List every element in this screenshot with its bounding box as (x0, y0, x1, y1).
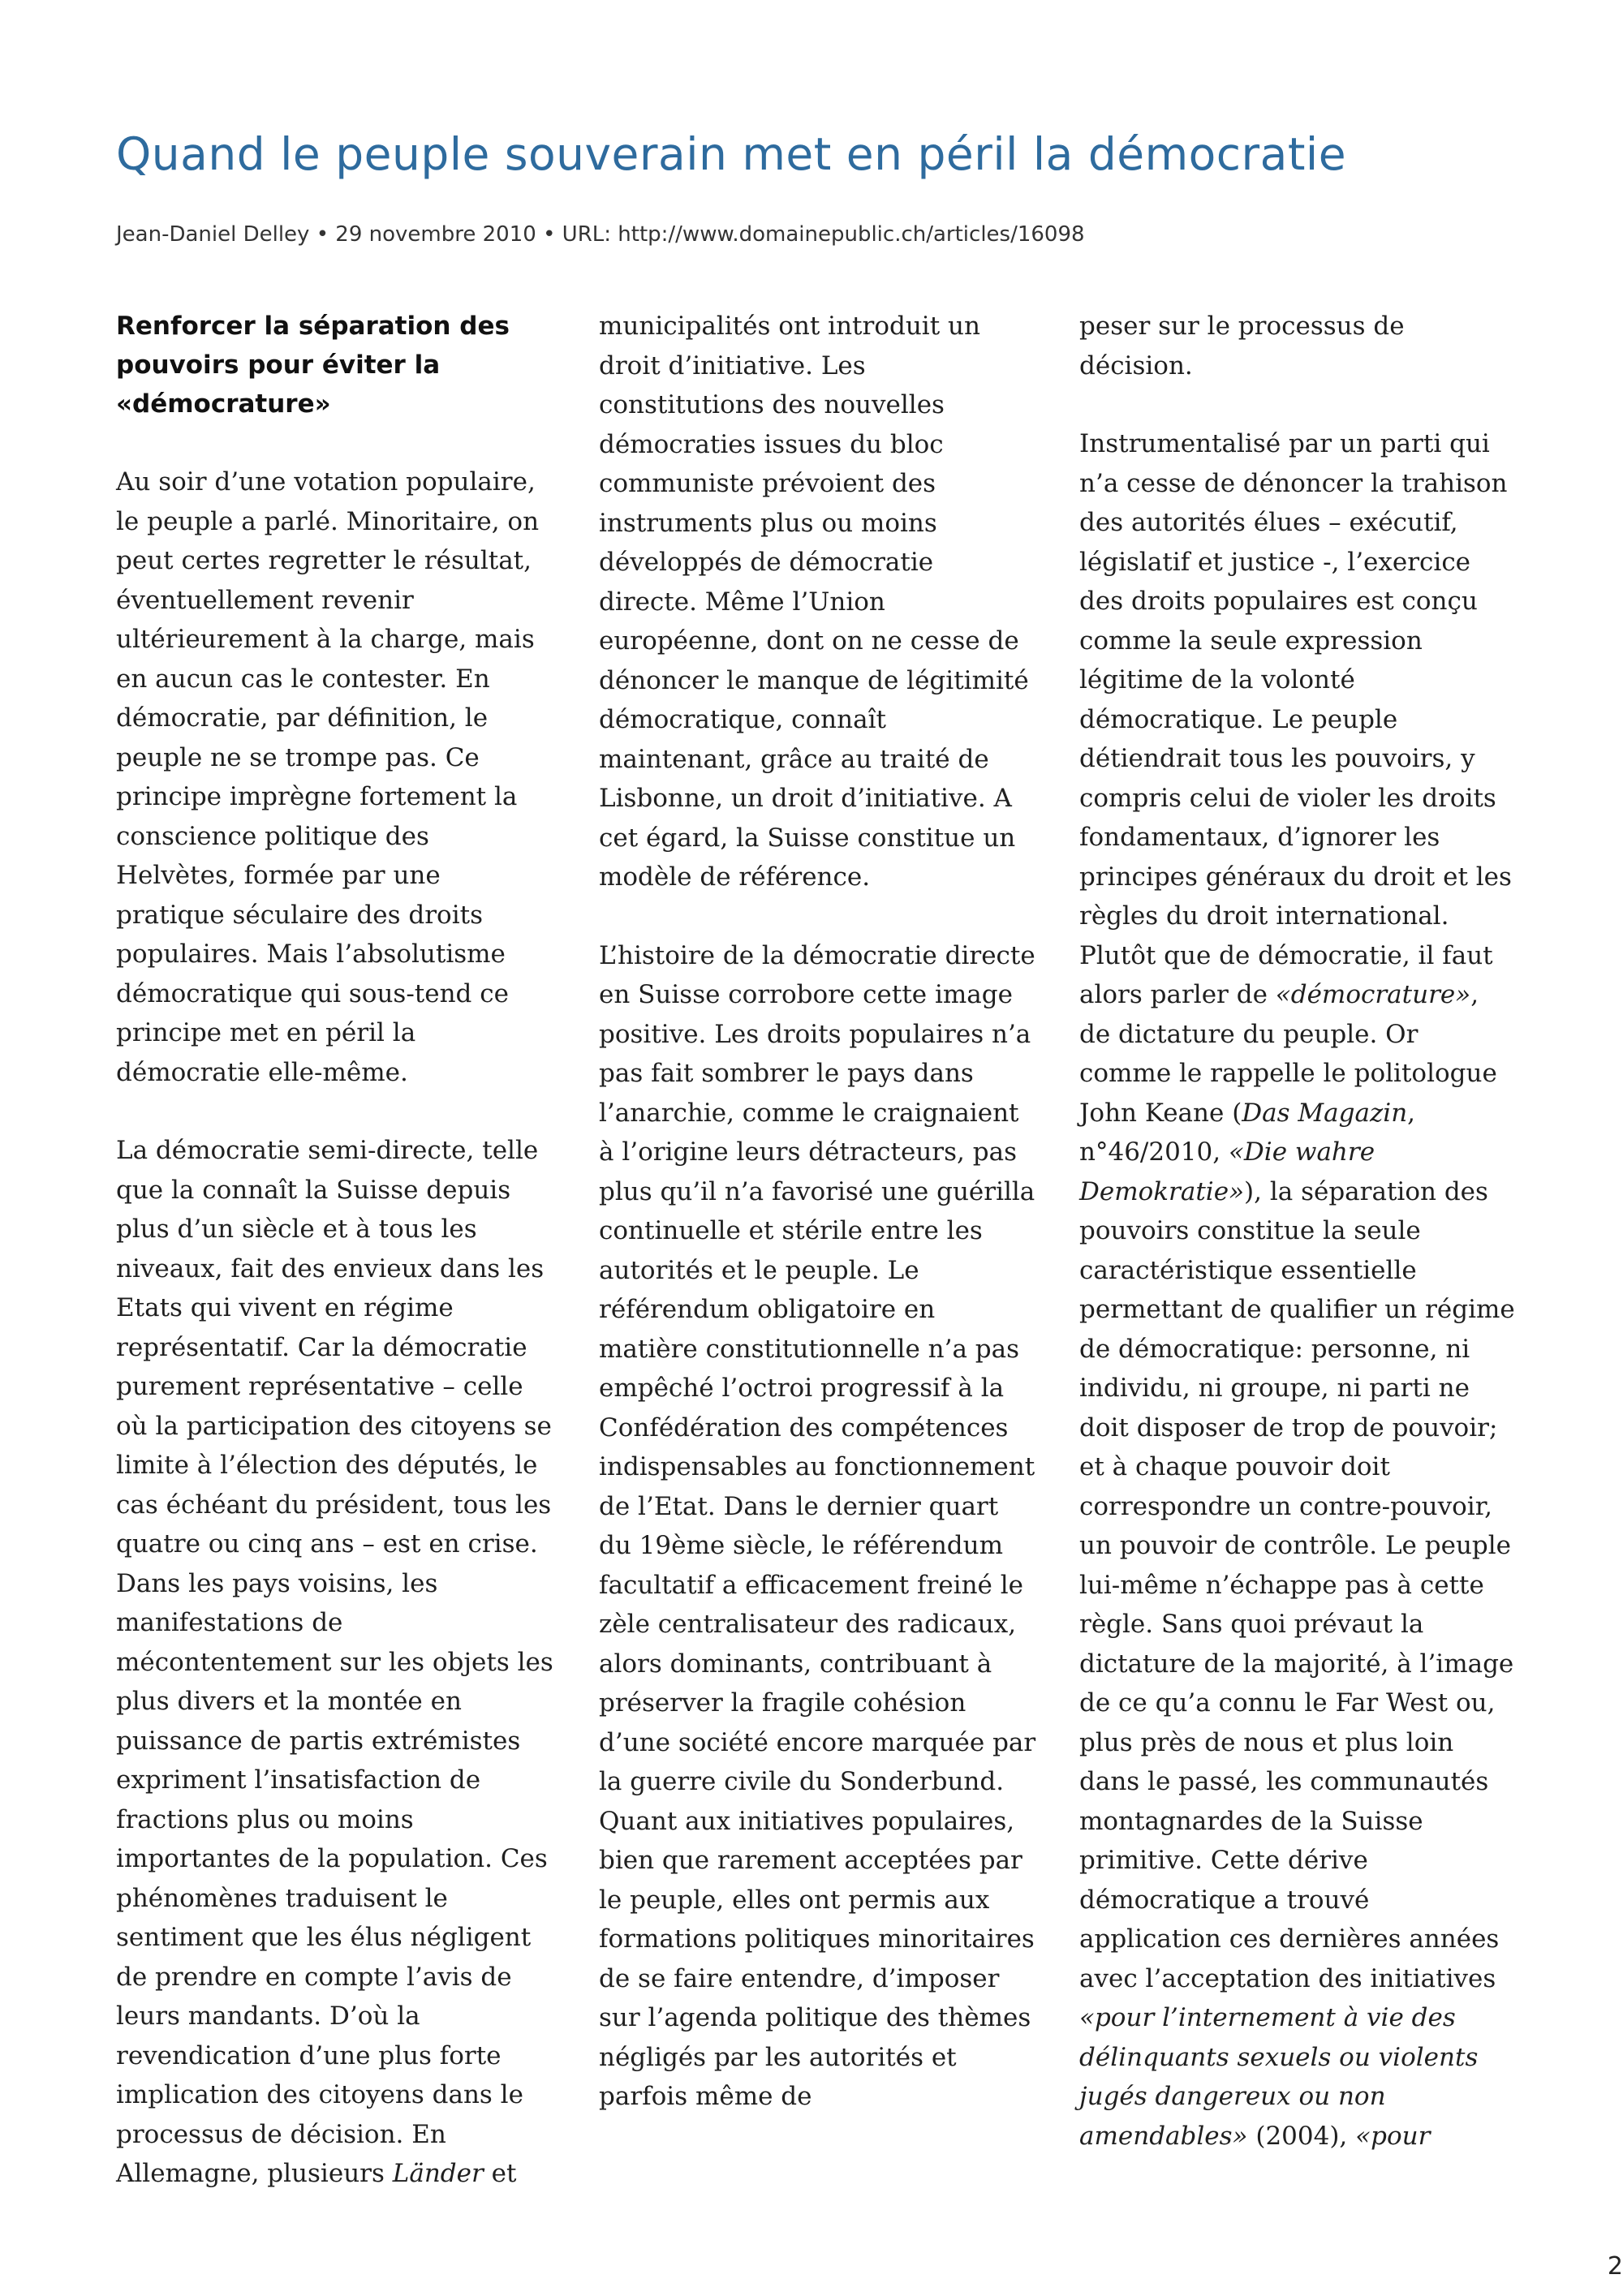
paragraph-text: Instrumentalisé par un parti qui n’a cesse de dénoncer la trahison des autorités élues – exécutif, législatif et justice -, l’exercice des droits populaires est conçu comme la seule expression légitime de la volonté démocratique. Le peuple détiendrait tous les pouvoirs, y compris celui de violer les droits fondamentaux, d’ignorer les principes généraux du droit et les règles du droit international. Plutôt que de démocratie, il faut alors parler de (1079, 429, 1512, 1009)
article-subheading: Renforcer la séparation des pouvoirs pour éviter la «démocrature» (116, 312, 510, 419)
italic-term: Das Magazin (1242, 1098, 1408, 1128)
article-title: Quand le peuple souverain met en péril la démocratie (116, 128, 1347, 180)
text-column-1 (116, 307, 554, 2194)
paragraph-text: et (483, 2159, 517, 2188)
paragraph-text: La démocratie semi-directe, telle que la connaît la Suisse depuis plus d’un siècle et à tous les niveaux, fait des envieux dans les Etats qui vivent en régime représentatif. Car la démocratie purement représentative – celle où la participation des citoyens se limite à l’élection des députés, le cas échéant du président, tous les quatre ou cinq ans – est en crise. Dans les pays voisins, les manifestations de mécontentement sur les objets les plus divers et la montée en puissance de partis extrémistes expriment l’insatisfaction de fractions plus ou moins importantes de la population. Ces phénomènes traduisent le sentiment que les élus négligent de prendre en compte l’avis de leurs mandants. D’où la revendication d’une plus forte implication des citoyens dans le processus de décision. En Allemagne, plusieurs (116, 1136, 553, 2188)
italic-term: «Die wahre Demokratie» (1079, 1137, 1375, 1206)
text-column-2 (599, 307, 1037, 2117)
paragraph: peser sur le processus de décision. (1079, 312, 1405, 381)
paragraph-text: , de dictature du peuple. Or comme le rappelle le politologue John Keane ( (1079, 980, 1497, 1128)
paragraph-text: (2004), (1247, 2121, 1356, 2151)
paragraph: Au soir d’une votation populaire, le peuple a parlé. Minoritaire, on peut certes regretter le résultat, éventuellement revenir ultérieurement à la charge, mais en aucun cas le contester. En démocratie, par définition, le peuple ne se trompe pas. Ce principe imprègne fortement la conscience politique des Helvètes, formée par une pratique séculaire des droits populaires. Mais l’absolutisme démocratique qui sous-tend ce principe met en péril la démocratie elle-même. (116, 467, 540, 1087)
article-byline: Jean-Daniel Delley • 29 novembre 2010 • URL: http://www.domainepublic.ch/articles/16098 (116, 222, 1085, 247)
paragraph (116, 1131, 554, 2194)
italic-term: «pour l’internement à vie des délinquants sexuels ou violents jugés dangereux ou non amendables» (1079, 2003, 1479, 2151)
italic-term: «démocrature» (1275, 980, 1471, 1009)
paragraph-text: ), la séparation des pouvoirs constitue la seule caractéristique essentielle permettant de qualifier un régime de démocratique: personne, ni individu, ni groupe, ni parti ne doit disposer de trop de pouvoir; et à chaque pouvoir doit correspondre un contre-pouvoir, un pouvoir de contrôle. Le peuple lui-même n’échappe pas à cette règle. Sans quoi prévaut la dictature de la majorité, à l’image de ce qu’a connu le Far West ou, plus près de nous et plus loin dans le passé, les communautés montagnardes de la Suisse primitive. Cette dérive démocratique a trouvé application ces dernières années avec l’acceptation des initiatives (1079, 1176, 1515, 1993)
paragraph: L’histoire de la démocratie directe en Suisse corrobore cette image positive. Les droits populaires n’a pas fait sombrer le pays dans l’anarchie, comme le craignaient à l’origine leurs détracteurs, pas plus qu’il n’a favorisé une guérilla continuelle et stérile entre les autorités et le peuple. Le référendum obligatoire en matière constitutionnelle n’a pas empêché l’octroi progressif à la Confédération des compétences indispensables au fonctionnement de l’Etat. Dans le dernier quart du 19ème siècle, le référendum facultatif a efficacement freiné le zèle centralisateur des radicaux, alors dominants, contribuant à préserver la fragile cohésion d’une société encore marquée par la guerre civile du Sonderbund. Quant aux initiatives populaires, bien que rarement acceptées par le peuple, elles ont permis aux formations politiques minoritaires de se faire entendre, d’imposer sur l’agenda politique des thèmes négligés par les autorités et parfois même de (599, 940, 1036, 2111)
italic-term: «pour (1355, 2121, 1431, 2151)
paragraph (1079, 424, 1518, 2156)
paragraph: municipalités ont introduit un droit d’initiative. Les constitutions des nouvelles démocraties issues du bloc communiste prévoient des instruments plus ou moins développés de démocratie directe. Même l’Union européenne, dont on ne cesse de dénoncer le manque de légitimité démocratique, connaît maintenant, grâce au traité de Lisbonne, un droit d’initiative. A cet égard, la Suisse constitue un modèle de référence. (599, 312, 1029, 892)
text-column-3 (1079, 307, 1518, 2156)
page-number: 2 (1607, 2252, 1623, 2281)
paragraph-text: , n°46/2010, (1079, 1098, 1416, 1167)
italic-term: Länder (392, 2159, 484, 2188)
